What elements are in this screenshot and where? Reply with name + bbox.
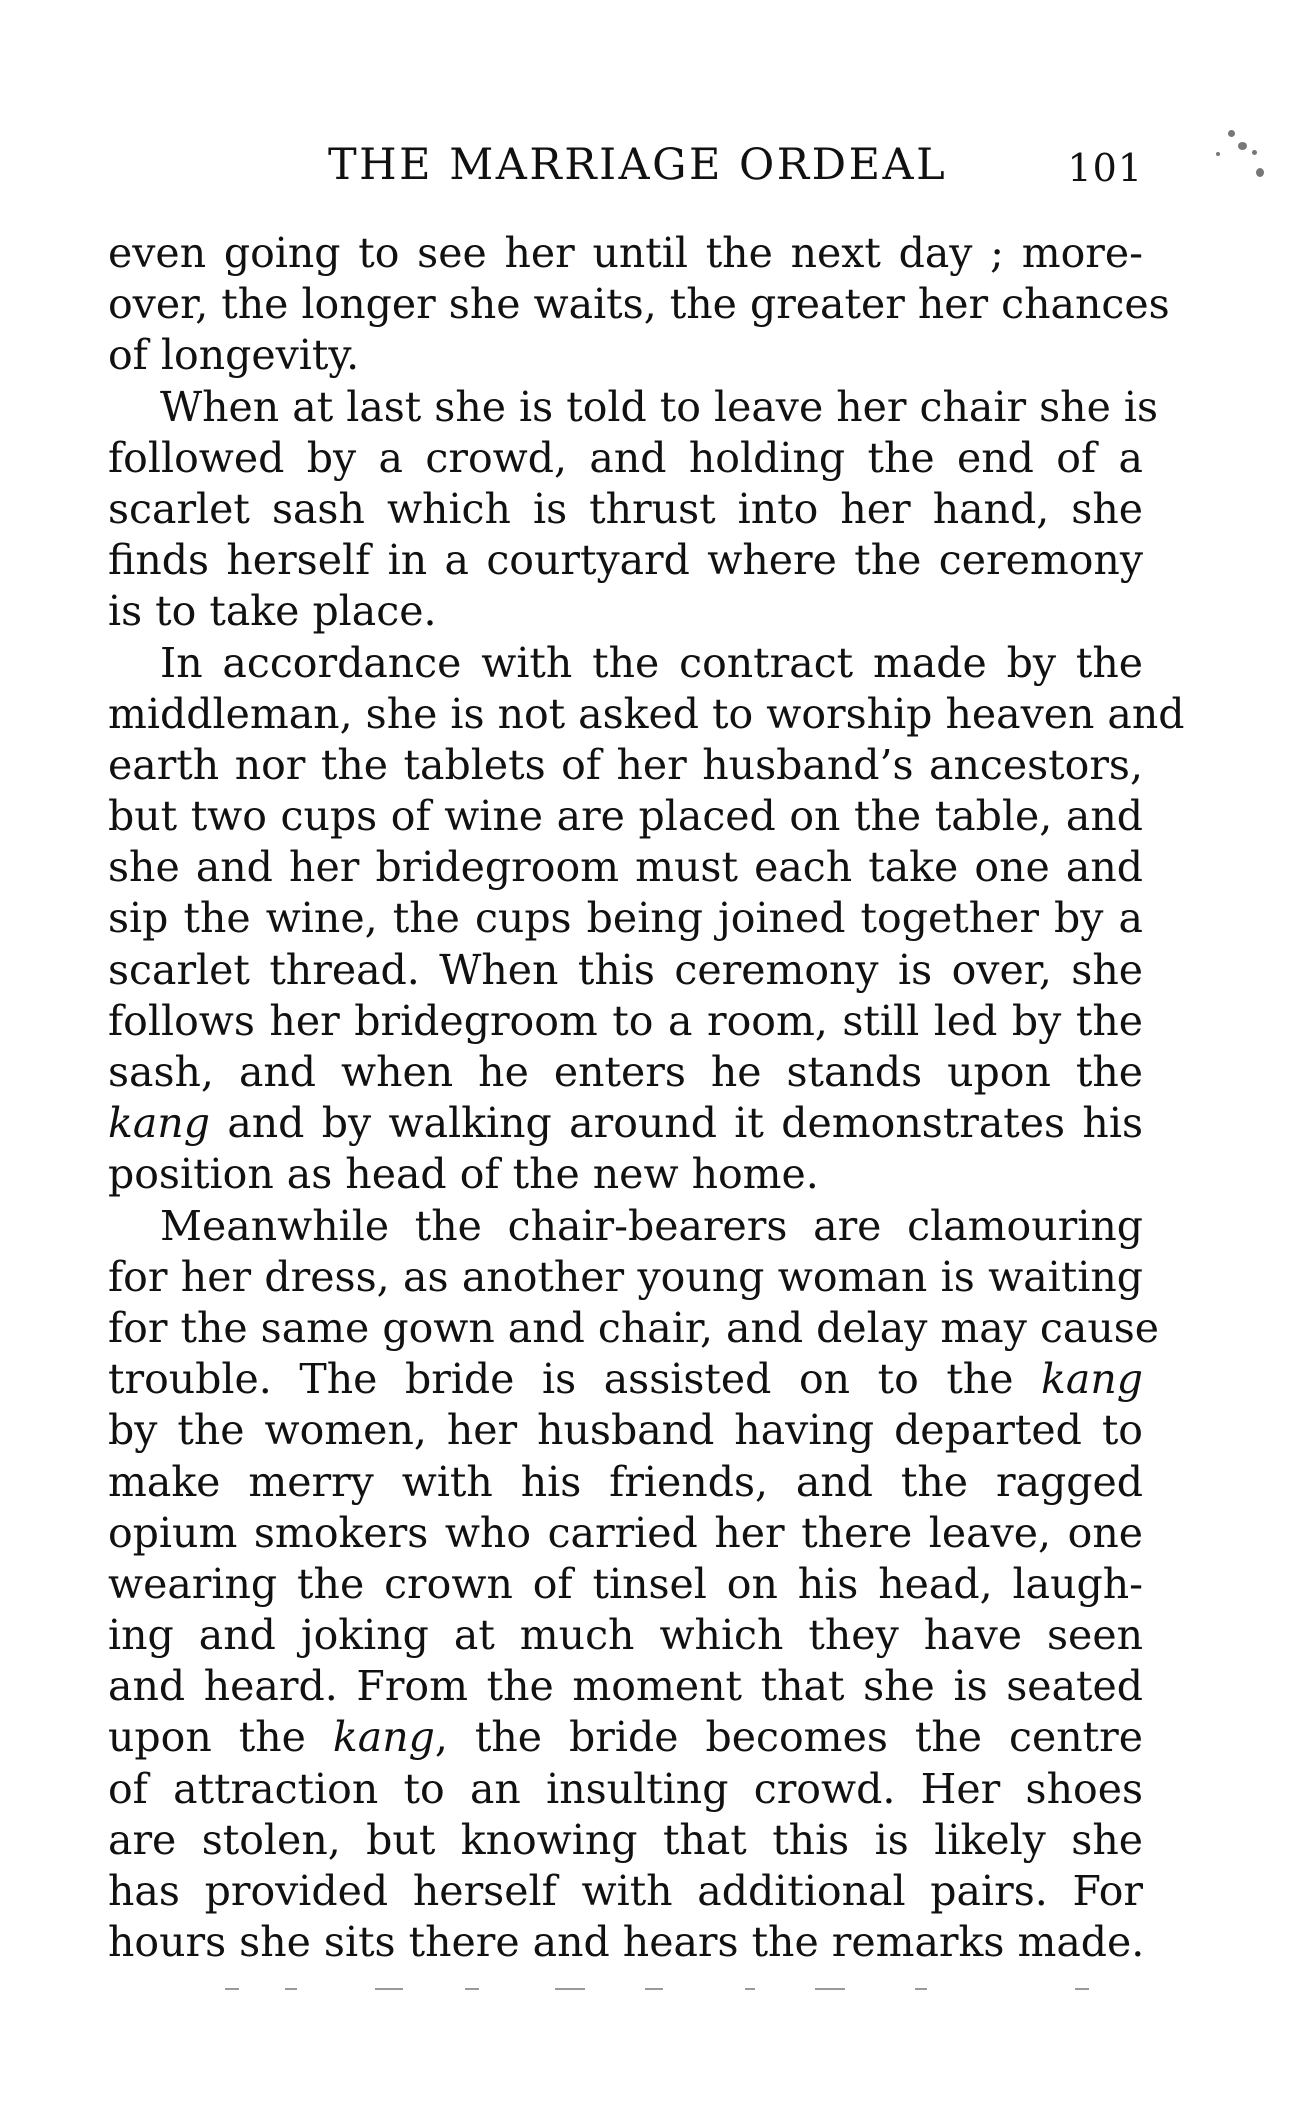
fragment [285,1988,297,1990]
fragment [915,1988,927,1990]
text-line: for the same gown and chair, and delay may cause [108,1303,1160,1352]
text-line: scarlet sash which is thrust into her hand, she [108,484,1143,533]
text-line: are stolen, but knowing that this is likely she [108,1815,1143,1864]
text-line: wearing the crown of tinsel on his head, laugh- [108,1559,1143,1608]
speckle [1256,168,1264,177]
text-line: of attraction to an insulting crowd. Her shoes [108,1764,1143,1813]
text-line: When at last she is told to leave her chair she is [160,382,1159,431]
fragment [555,1988,585,1990]
fragment [375,1988,403,1990]
italic-word: kang [332,1713,435,1762]
speckle [1238,142,1247,150]
text-line: for her dress, as another young woman is waiting [108,1252,1143,1301]
text-line: finds herself in a courtyard where the ceremony [108,536,1143,585]
speckle [1216,152,1220,156]
text-line: scarlet thread. When this ceremony is over, she [108,945,1143,994]
text-line: ing and joking at much which they have seen [108,1611,1143,1660]
text-line: trouble. The bride is assisted on to the kang [108,1355,1143,1404]
speckle [1252,150,1257,155]
text-line: by the women, her husband having departed to [108,1406,1143,1455]
text-line: followed by a crowd, and holding the end of a [108,433,1143,482]
fragment [225,1988,239,1990]
text-line: is to take place. [108,587,437,636]
text-line: of longevity. [108,331,360,380]
text-line: In accordance with the contract made by the [160,638,1143,687]
text-line: has provided herself with additional pairs. For [108,1867,1143,1915]
text-line: Meanwhile the chair-bearers are clamouring [160,1201,1143,1250]
text-line: opium smokers who carried her there leave, one [108,1508,1143,1557]
text-line: she and her bridegroom must each take one and [108,843,1143,892]
text-line: kang and by walking around it demonstrates his [108,1099,1143,1148]
text-line: but two cups of wine are placed on the table, and [108,792,1143,841]
italic-word: kang [108,1099,210,1148]
text-line: hours she sits there and hears the remarks made. [108,1918,1145,1967]
page-number: 101 [1067,146,1143,190]
fragment [645,1988,663,1990]
text-line: sip the wine, the cups being joined together by a [108,894,1143,943]
fragment [1075,1988,1089,1990]
text-line: upon the kang, the bride becomes the centre [108,1713,1143,1762]
text-line: position as head of the new home. [108,1150,819,1199]
text-line: even going to see her until the next day ; more- [108,229,1143,277]
cut-off-line-fragments [225,1988,1095,1992]
text-line: middleman, she is not asked to worship heaven and [108,689,1185,738]
fragment [465,1988,479,1990]
text-line: make merry with his friends, and the ragged [108,1457,1143,1506]
text-line: over, the longer she waits, the greater her chances [108,280,1170,329]
fragment [815,1988,845,1990]
text-line: earth nor the tablets of her husband’s ancestors, [108,740,1143,789]
fragment [745,1988,755,1990]
body-text [108,228,1185,1968]
text-line: follows her bridegroom to a room, still led by the [108,996,1143,1045]
running-title: THE MARRIAGE ORDEAL [328,140,948,190]
speckle [1228,130,1235,137]
running-head [108,140,1143,200]
text-line: and heard. From the moment that she is seated [108,1662,1143,1711]
text-line: sash, and when he enters he stands upon the [108,1048,1143,1096]
italic-word: kang [1041,1355,1143,1404]
